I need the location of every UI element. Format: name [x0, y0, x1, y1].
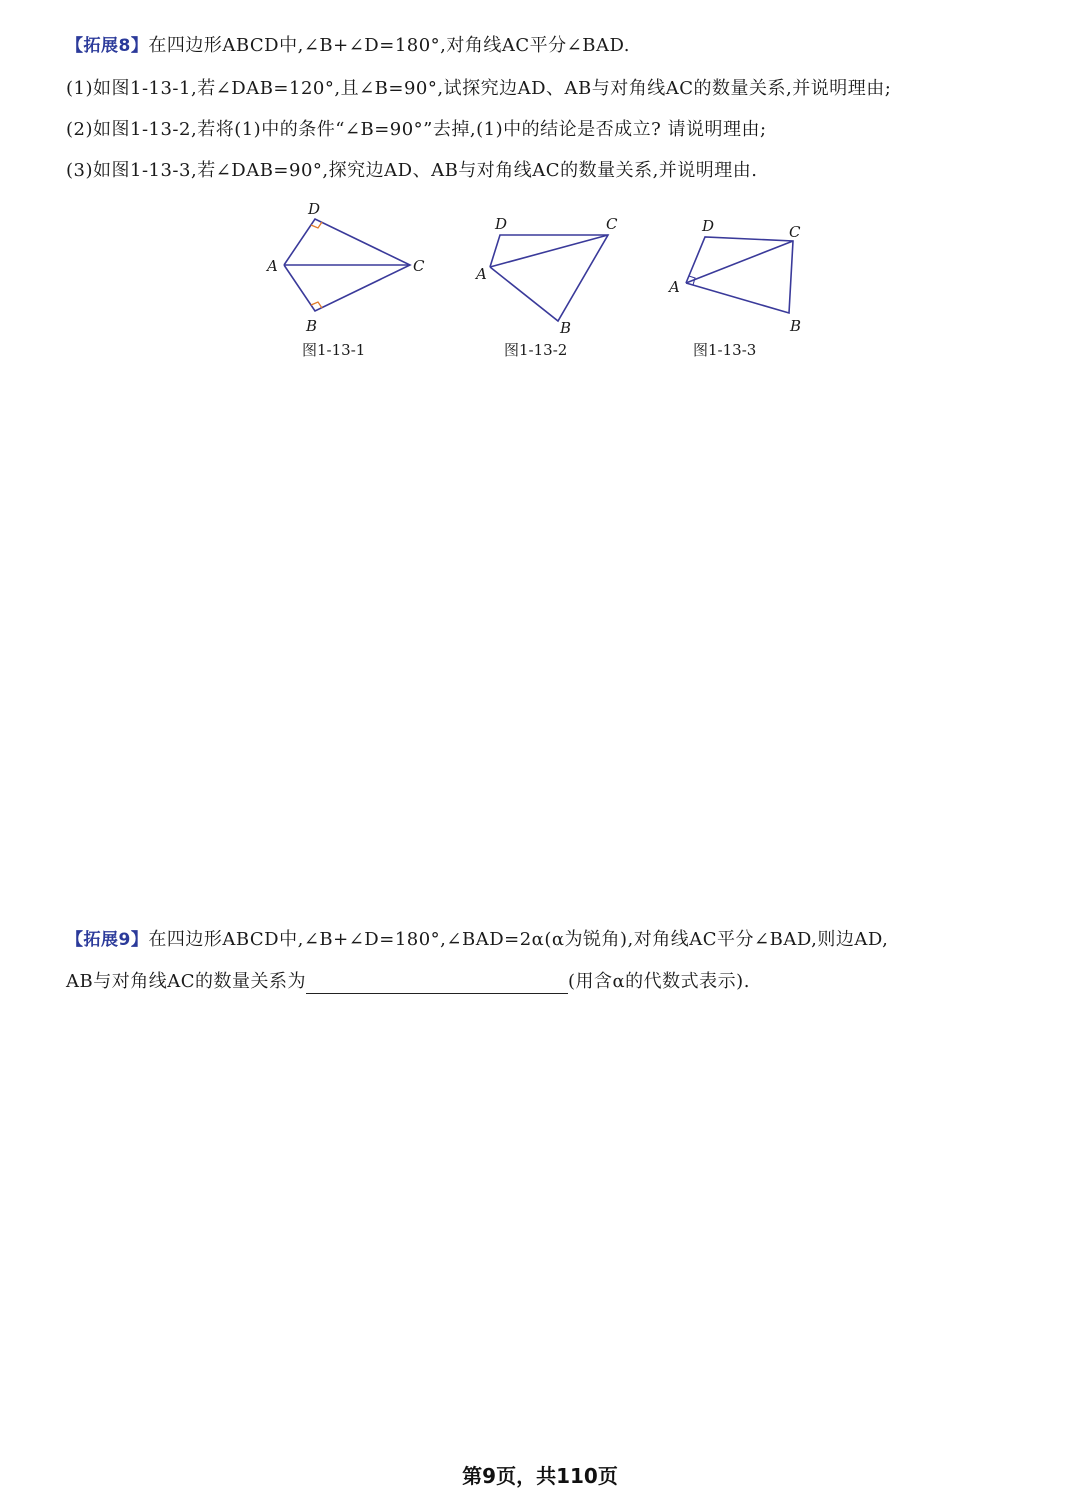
label-a-2: A: [476, 265, 487, 283]
label-b-3: B: [790, 317, 802, 335]
label-d-2: D: [495, 215, 508, 233]
answer-blank[interactable]: [306, 973, 568, 994]
label-d-1: D: [308, 200, 321, 218]
label-d-3: D: [702, 217, 715, 235]
figure-1-13-1: [260, 195, 430, 365]
label-c-3: C: [789, 223, 801, 241]
problem9-hint: (用含α的代数式表示).: [568, 971, 750, 992]
figure-1-13-3-diagram: [665, 195, 815, 335]
problem9-line2: [66, 970, 750, 994]
quad-abcd-3: [686, 237, 793, 313]
label-b-2: B: [560, 319, 572, 335]
figure-1-13-2: [470, 195, 630, 365]
problem8-part1: (1)如图1-13-1,若∠DAB=120°,且∠B=90°,试探究边AD、AB与对角线AC的数量关系,并说明理由;: [66, 78, 892, 99]
quad-abcd-2: [490, 235, 608, 321]
diagonal-ac-3: [686, 241, 793, 283]
page-number: 第9页，共110页: [462, 1464, 618, 1488]
figure-1-13-2-caption: 图1-13-2: [504, 341, 568, 359]
problem9-tag: 【拓展9】: [66, 930, 149, 950]
label-a-3: A: [669, 278, 680, 296]
label-c-1: C: [413, 257, 425, 275]
problem8-stem: 在四边形ABCD中,∠B+∠D=180°,对角线AC平分∠BAD.: [148, 35, 630, 56]
problem8-part3: (3)如图1-13-3,若∠DAB=90°,探究边AD、AB与对角线AC的数量关系,并说明理由.: [66, 160, 758, 181]
label-a-1: A: [267, 257, 278, 275]
figure-1-13-1-caption: 图1-13-1: [302, 341, 366, 359]
figure-1-13-1-diagram: [260, 195, 430, 335]
problem9-text: 在四边形ABCD中,∠B+∠D=180°,∠BAD=2α(α为锐角),对角线AC平分∠BAD,则边AD,: [148, 929, 889, 950]
problem9-prompt: AB与对角线AC的数量关系为: [66, 971, 306, 992]
problem8-tag: 【拓展8】: [66, 36, 149, 56]
figure-1-13-3: [665, 195, 815, 365]
problem9-line1: [66, 928, 888, 952]
figure-1-13-2-diagram: [470, 195, 630, 335]
diagonal-ac-2: [490, 235, 608, 267]
label-b-1: B: [306, 317, 318, 335]
label-c-2: C: [606, 215, 618, 233]
problem8-part2: (2)如图1-13-2,若将(1)中的条件“∠B=90°”去掉,(1)中的结论是否成立? 请说明理由;: [66, 119, 767, 140]
figure-1-13-3-caption: 图1-13-3: [693, 341, 757, 359]
problem8-stem-line: [66, 34, 630, 58]
